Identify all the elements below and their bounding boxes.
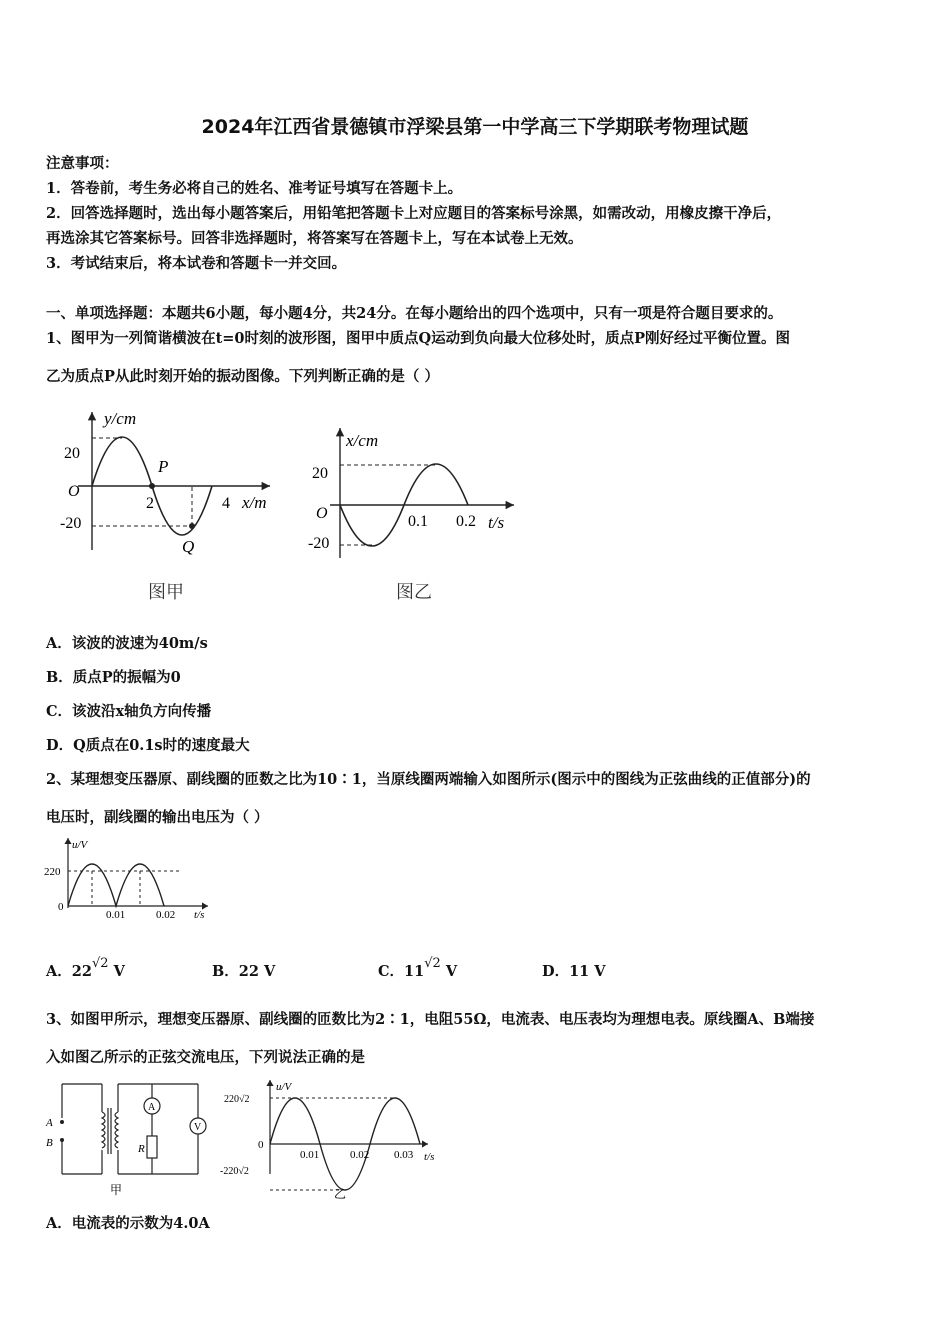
section-heading: 一、单项选择题：本题共6小题，每小题4分，共24分。在每小题给出的四个选项中，只有一项是符合题目要求的。 — [46, 305, 783, 322]
q3-option-a[interactable]: A．电流表的示数为4.0A — [46, 1215, 210, 1232]
tick-label: 20 — [312, 465, 328, 482]
y-axis-label: y/cm — [104, 409, 137, 428]
x-axis-label: t/s — [194, 909, 205, 921]
tick-label: 4 — [222, 495, 230, 512]
option-unit: V — [113, 963, 125, 980]
tick-label: 0.2 — [456, 513, 476, 530]
option-text: A．22 — [46, 963, 92, 980]
tick-label: 2 — [146, 495, 154, 512]
y-axis-label: u/V — [276, 1081, 292, 1093]
tick-label: 0.01 — [300, 1149, 320, 1161]
origin-label: 0 — [258, 1139, 264, 1151]
sqrt-symbol: √2 — [91, 956, 109, 971]
ammeter-label: A — [148, 1102, 156, 1113]
q3-stem-line1: 3、如图甲所示，理想变压器原、副线圈的匝数比为2∶1，电阻55Ω，电流表、电压表均为理想电表。原线圈A、B端接 — [46, 1011, 815, 1028]
q2-stem-line1: 2、某理想变压器原、副线圈的匝数之比为10∶1，当原线圈两端输入如图所示(图示中的图线为正弦曲线的正值部分)的 — [46, 771, 811, 788]
notice-item: 再选涂其它答案标号。回答非选择题时，将答案写在答题卡上，写在本试卷上无效。 — [46, 230, 583, 247]
figure-caption: 乙 — [334, 1187, 347, 1200]
tick-label: 0.02 — [156, 909, 176, 921]
notice-heading: 注意事项： — [46, 155, 119, 172]
tick-label: 0.03 — [394, 1149, 414, 1161]
figure-caption: 甲 — [110, 1183, 123, 1197]
notice-item: 2．回答选择题时，选出每小题答案后，用铅笔把答题卡上对应题目的答案标号涂黑，如需改动，用橡皮擦干净后， — [46, 205, 782, 222]
terminal-b: B — [46, 1137, 53, 1149]
tick-label: -20 — [308, 535, 330, 552]
voltmeter-label: V — [194, 1122, 202, 1133]
q3-stem-line2: 入如图乙所示的正弦交流电压，下列说法正确的是 — [46, 1049, 365, 1066]
tick-label: -20 — [60, 515, 82, 532]
y-axis-label: x/cm — [346, 431, 379, 450]
q1-stem-line1: 1、图甲为一列简谐横波在t=0时刻的波形图，图甲中质点Q运动到负向最大位移处时，质点P刚好经过平衡位置。图 — [46, 330, 791, 347]
figure-caption: 图乙 — [396, 582, 432, 602]
q1-stem-line2: 乙为质点P从此时刻开始的振动图像。下列判断正确的是（ ） — [46, 368, 439, 385]
q2-option-b[interactable]: B．22 V — [212, 963, 276, 980]
tick-label: 0.01 — [106, 909, 126, 921]
q1-option-a[interactable]: A．该波的波速为40m/s — [46, 635, 208, 652]
notice-item: 3．考试结束后，将本试卷和答题卡一并交回。 — [46, 255, 347, 272]
secondary-coil — [115, 1112, 118, 1148]
q1-vibration-graph — [300, 420, 530, 615]
q3-ac-voltage-graph — [218, 1074, 448, 1200]
origin-label: 0 — [58, 901, 64, 913]
q3-circuit-diagram — [40, 1078, 215, 1200]
tick-label: 0.02 — [350, 1149, 370, 1161]
primary-coil — [102, 1112, 105, 1148]
q1-wave-graph — [48, 400, 293, 615]
page-title: 2024年江西省景德镇市浮梁县第一中学高三下学期联考物理试题 — [201, 116, 749, 138]
tick-label: 220√2 — [224, 1094, 250, 1105]
tick-label: 0.1 — [408, 513, 428, 530]
q1-option-c[interactable]: C．该波沿x轴负方向传播 — [46, 703, 212, 720]
q2-option-c[interactable] — [378, 956, 458, 981]
y-axis-label: u/V — [72, 839, 88, 851]
q1-option-b[interactable]: B．质点P的振幅为0 — [46, 669, 181, 686]
q2-voltage-graph — [40, 830, 215, 922]
q2-stem-line2: 电压时，副线圈的输出电压为（ ） — [46, 809, 269, 826]
q1-option-d[interactable]: D．Q质点在0.1s时的速度最大 — [46, 737, 250, 754]
terminal-a: A — [46, 1117, 53, 1129]
origin-label: O — [68, 483, 80, 500]
q2-option-d[interactable]: D．11 V — [542, 963, 606, 980]
point-q — [189, 523, 195, 529]
x-axis-label: t/s — [424, 1151, 435, 1163]
point-p-label: P — [158, 457, 169, 476]
figure-caption: 图甲 — [148, 582, 184, 602]
option-unit: V — [445, 963, 458, 980]
tick-label: -220√2 — [220, 1166, 249, 1177]
x-axis-label: t/s — [488, 513, 505, 532]
point-q-label: Q — [182, 537, 195, 556]
tick-label: 20 — [64, 445, 80, 462]
origin-label: O — [316, 505, 328, 522]
rectified-curve — [68, 864, 164, 906]
option-text: C．11 — [378, 963, 425, 980]
notice-item: 1．答卷前，考生务必将自己的姓名、准考证号填写在答题卡上。 — [46, 180, 463, 197]
resistor-label: R — [138, 1143, 145, 1155]
tick-label: 220 — [44, 866, 61, 878]
sqrt-symbol: √2 — [424, 956, 441, 971]
x-axis-label: x/m — [242, 493, 267, 512]
point-p — [149, 483, 155, 489]
resistor — [147, 1136, 157, 1158]
q2-option-a[interactable] — [46, 956, 125, 981]
